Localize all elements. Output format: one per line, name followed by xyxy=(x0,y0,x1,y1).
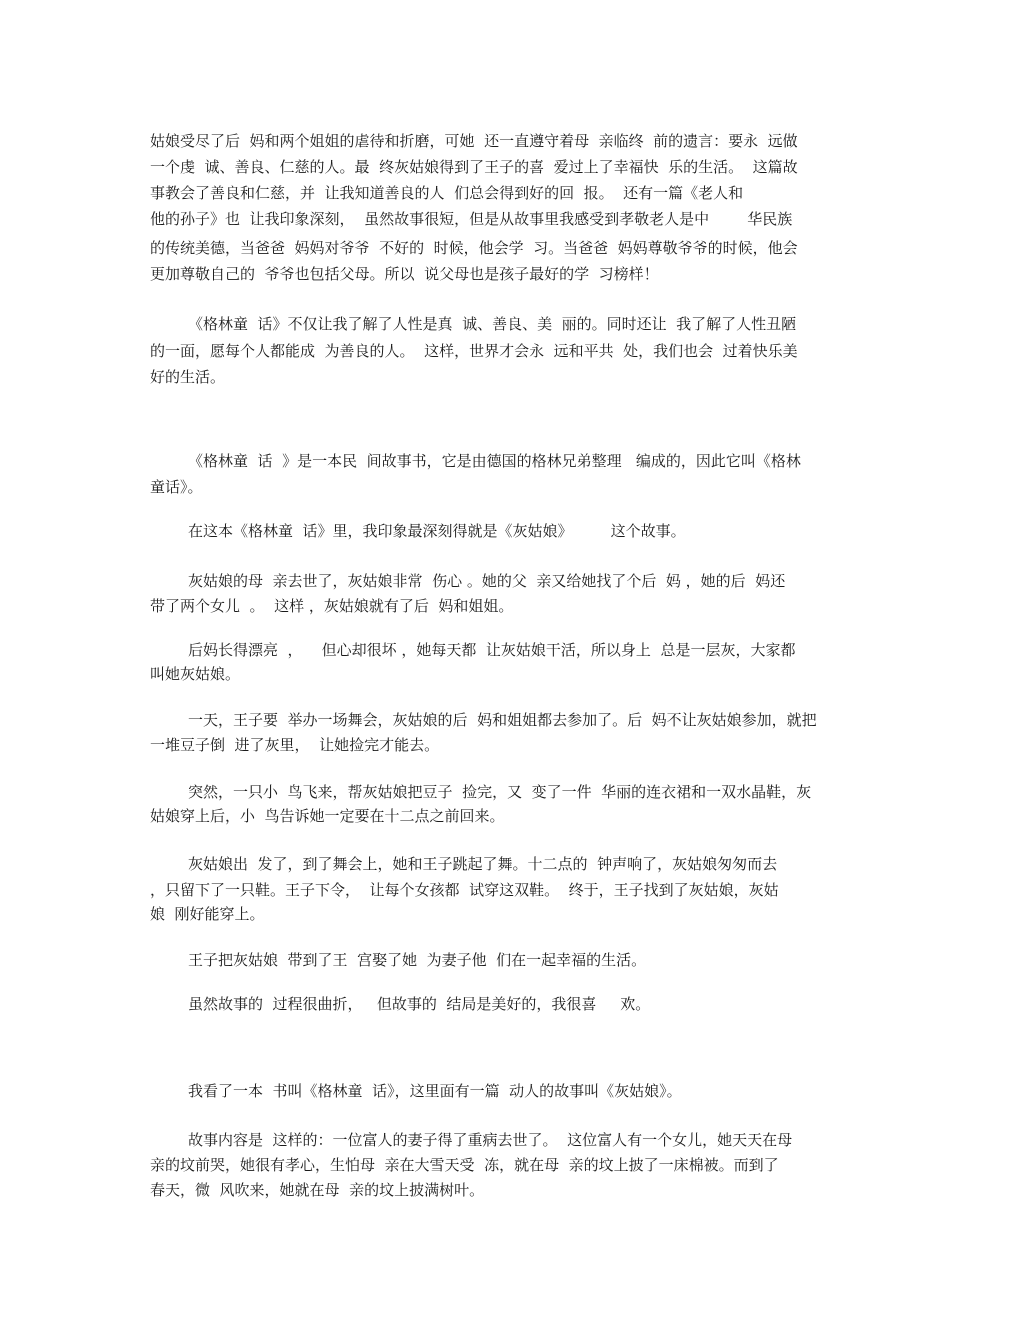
text-line: 突然，一只小 鸟飞来，帮灰姑娘把豆子 捡完，又 变了一件 华丽的连衣裙和一双水晶鞋，灰 xyxy=(188,783,812,801)
text-line: 后妈长得漂亮 ， 但心却很坏 ，她每天都 让灰姑娘干活，所以身上 总是一层灰，大家都 xyxy=(188,641,796,659)
text-line: 的一面，愿每个人都能成 为善良的人。 这样，世界才会永 远和平共 处，我们也会 过着快乐美 xyxy=(150,342,798,360)
text-line: 更加尊敬自己的 爷爷也包括父母。所以 说父母也是孩子最好的学 习榜样！ xyxy=(150,265,659,283)
text-line: 亲的坟前哭，她很有孝心，生怕母 亲在大雪天受 冻，就在母 亲的坟上披了一床棉被。而到了 xyxy=(150,1156,779,1174)
text-line: 灰姑娘的母 亲去世了，灰姑娘非常 伤心 。她的父 亲又给她找了个后 妈 ，她的后 妈还 xyxy=(188,572,786,590)
text-line: 虽然故事的 过程很曲折， 但故事的 结局是美好的，我很喜 欢。 xyxy=(188,995,651,1013)
text-line: 童话》。 xyxy=(150,478,203,496)
text-line: 春天，微 风吹来，她就在母 亲的坟上披满树叶。 xyxy=(150,1181,485,1199)
text-line: 的传统美德，当爸爸 妈妈对爷爷 不好的 时候，他会学 习。当爸爸 妈妈尊敬爷爷的时候，他会 xyxy=(150,239,798,257)
text-line: 一堆豆子倒 进了灰里， 让她捡完才能去。 xyxy=(150,736,440,754)
text-line: 带了两个女儿 。 这样 ，灰姑娘就有了后 妈和姐姐。 xyxy=(150,597,514,615)
text-line: 《格林童 话 》是一本民 间故事书，它是由德国的格林兄弟整理 编成的，因此它叫《格林 xyxy=(188,452,801,470)
text-line: 王子把灰姑娘 带到了王 宫娶了她 为妻子他 们在一起幸福的生活。 xyxy=(188,951,647,969)
text-line: 叫她灰姑娘。 xyxy=(150,665,241,683)
text-line: 娘 刚好能穿上。 xyxy=(150,905,265,923)
text-line: 事教会了善良和仁慈，并 让我知道善良的人 们总会得到好的回 报。 还有一篇《老人和 xyxy=(150,184,744,202)
text-line: 一天，王子要 举办一场舞会，灰姑娘的后 妈和姐姐都去参加了。后 妈不让灰姑娘参加，就把 xyxy=(188,711,817,729)
text-line: 《格林童 话》不仅让我了解了人性是真 诚、善良、美 丽的。同时还让 我了解了人性丑陋 xyxy=(188,315,797,333)
text-line: 我看了一本 书叫《格林童 话》，这里面有一篇 动人的故事叫《灰姑娘》。 xyxy=(188,1082,682,1100)
text-line: 姑娘穿上后，小 鸟告诉她一定要在十二点之前回来。 xyxy=(150,807,505,825)
text-line: ，只留下了一只鞋。王子下令， 让每个女孩都 试穿这双鞋。 终于，王子找到了灰姑娘，灰姑 xyxy=(150,881,779,899)
text-line: 在这本《格林童 话》里，我印象最深刻得就是《灰姑娘》 这个故事。 xyxy=(188,522,686,540)
text-line: 好的生活。 xyxy=(150,368,226,386)
text-line: 灰姑娘出 发了，到了舞会上，她和王子跳起了舞。十二点的 钟声响了，灰姑娘匆匆而去 xyxy=(188,855,778,873)
text-line: 一个虔 诚、善良、仁慈的人。最 终灰姑娘得到了王子的喜 爱过上了幸福快 乐的生活。 这篇故 xyxy=(150,158,798,176)
text-line: 故事内容是 这样的：一位富人的妻子得了重病去世了。 这位富人有一个女儿，她天天在母 xyxy=(188,1131,793,1149)
text-line: 他的孙子》也 让我印象深刻， 虽然故事很短，但是从故事里我感受到孝敬老人是中 华民族 xyxy=(150,210,793,228)
text-line: 姑娘受尽了后 妈和两个姐姐的虐待和折磨，可她 还一直遵守着母 亲临终 前的遗言：要永 远做 xyxy=(150,132,798,150)
